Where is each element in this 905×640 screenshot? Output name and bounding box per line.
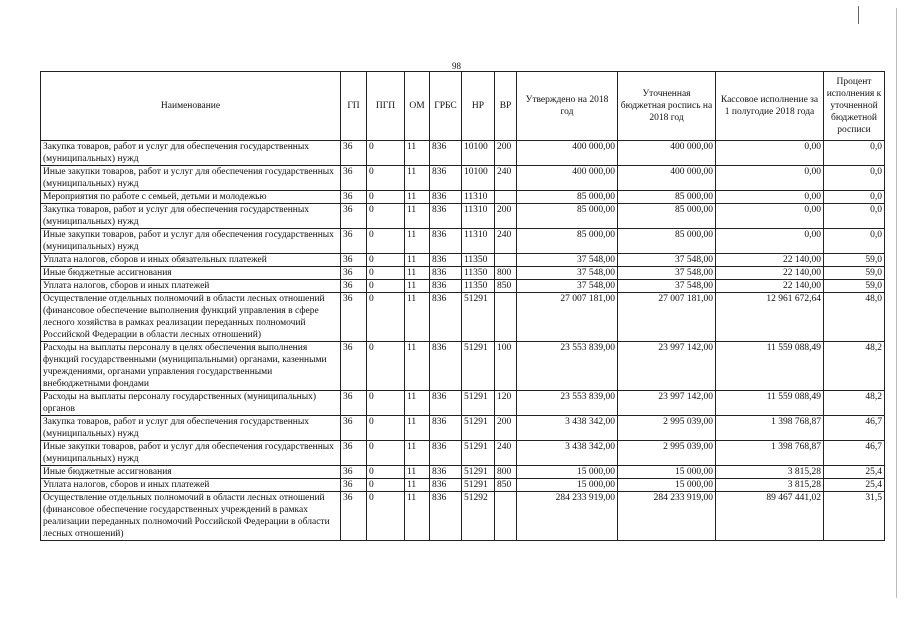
cell-pgp: 0 [367,204,405,229]
cell-percent: 0,0 [824,229,885,254]
table-row [41,204,885,229]
cell-name: Иные бюджетные ассигнования [41,466,341,479]
cell-name: Закупка товаров, работ и услуг для обеспечения государственных (муниципальных) нужд [41,416,341,441]
cell-name: Уплата налогов, сборов и иных обязательных платежей [41,254,341,267]
cell-pgp: 0 [367,342,405,391]
cell-grbs: 836 [430,466,462,479]
cell-percent: 46,7 [824,441,885,466]
cell-refined: 15 000,00 [618,466,716,479]
cell-om: 11 [405,416,430,441]
cell-pgp: 0 [367,141,405,166]
cell-cash: 22 140,00 [716,280,824,293]
cell-refined: 85 000,00 [618,229,716,254]
table-row [41,254,885,267]
column-header-pgp: ПГП [367,72,405,141]
cell-percent: 0,0 [824,204,885,229]
cell-nr: 10100 [462,166,495,191]
cell-vr: 850 [495,280,517,293]
cell-nr: 51291 [462,479,495,492]
column-header-refined: Уточненная бюджетная роспись на 2018 год [618,72,716,141]
cell-nr: 51291 [462,416,495,441]
cell-gp: 36 [341,204,367,229]
cell-refined: 37 548,00 [618,280,716,293]
cell-nr: 51291 [462,342,495,391]
cell-name: Расходы на выплаты персоналу государственных (муниципальных) органов [41,391,341,416]
cell-om: 11 [405,141,430,166]
budget-execution-table [40,71,885,541]
cell-name: Осуществление отдельных полномочий в области лесных отношений (финансовое обеспечение выполнения функций управления в сфере лесного хозяйства в рамках реализации переданных полномочий Российской Федерации в области лесных отношений) [41,293,341,342]
cell-vr [495,191,517,204]
cell-refined: 400 000,00 [618,141,716,166]
cell-name: Иные закупки товаров, работ и услуг для обеспечения государственных (муниципальных) нужд [41,166,341,191]
cell-refined: 2 995 039,00 [618,416,716,441]
cell-nr: 11310 [462,191,495,204]
cell-refined: 27 007 181,00 [618,293,716,342]
cell-grbs: 836 [430,204,462,229]
cell-refined: 2 995 039,00 [618,441,716,466]
cell-gp: 36 [341,166,367,191]
cell-vr: 200 [495,204,517,229]
table-row [41,141,885,166]
cell-approved: 23 553 839,00 [517,342,618,391]
cell-pgp: 0 [367,254,405,267]
cell-grbs: 836 [430,191,462,204]
table-row [41,267,885,280]
cell-om: 11 [405,479,430,492]
cell-om: 11 [405,204,430,229]
column-header-nr: НР [462,72,495,141]
cell-approved: 27 007 181,00 [517,293,618,342]
cell-refined: 37 548,00 [618,254,716,267]
column-header-percent: Процент исполнения к уточненной бюджетной росписи [824,72,885,141]
cell-om: 11 [405,191,430,204]
cell-nr: 51291 [462,293,495,342]
table-row [41,441,885,466]
cell-approved: 400 000,00 [517,141,618,166]
cell-percent: 48,0 [824,293,885,342]
cell-vr: 800 [495,466,517,479]
cell-vr [495,293,517,342]
cell-percent: 59,0 [824,280,885,293]
scan-edge-mark-top [858,6,859,24]
cell-grbs: 836 [430,342,462,391]
cell-percent: 25,4 [824,466,885,479]
cell-om: 11 [405,492,430,541]
cell-om: 11 [405,441,430,466]
column-header-name: Наименование [41,72,341,141]
table-row [41,416,885,441]
cell-om: 11 [405,293,430,342]
cell-cash: 0,00 [716,229,824,254]
cell-nr: 10100 [462,141,495,166]
cell-om: 11 [405,280,430,293]
cell-vr: 850 [495,479,517,492]
table-row [41,391,885,416]
cell-percent: 25,4 [824,479,885,492]
column-header-vr: ВР [495,72,517,141]
cell-approved: 3 438 342,00 [517,441,618,466]
cell-vr [495,492,517,541]
cell-approved: 85 000,00 [517,204,618,229]
cell-gp: 36 [341,441,367,466]
cell-cash: 1 398 768,87 [716,416,824,441]
cell-name: Уплата налогов, сборов и иных платежей [41,479,341,492]
cell-grbs: 836 [430,441,462,466]
table-header-row [41,72,885,141]
table-row [41,479,885,492]
cell-grbs: 836 [430,293,462,342]
cell-vr: 240 [495,441,517,466]
cell-approved: 23 553 839,00 [517,391,618,416]
cell-cash: 11 559 088,49 [716,342,824,391]
cell-cash: 22 140,00 [716,254,824,267]
column-header-gp: ГП [341,72,367,141]
table-row [41,166,885,191]
cell-gp: 36 [341,267,367,280]
cell-approved: 37 548,00 [517,280,618,293]
cell-name: Иные закупки товаров, работ и услуг для обеспечения государственных (муниципальных) нужд [41,441,341,466]
cell-grbs: 836 [430,229,462,254]
cell-cash: 1 398 768,87 [716,441,824,466]
cell-refined: 400 000,00 [618,166,716,191]
cell-gp: 36 [341,342,367,391]
cell-refined: 85 000,00 [618,191,716,204]
cell-om: 11 [405,166,430,191]
cell-grbs: 836 [430,391,462,416]
cell-gp: 36 [341,293,367,342]
cell-name: Мероприятия по работе с семьей, детьми и молодежью [41,191,341,204]
cell-nr: 51291 [462,466,495,479]
cell-cash: 89 467 441,02 [716,492,824,541]
cell-nr: 11350 [462,280,495,293]
cell-percent: 0,0 [824,191,885,204]
cell-percent: 48,2 [824,342,885,391]
cell-gp: 36 [341,254,367,267]
cell-pgp: 0 [367,479,405,492]
cell-approved: 284 233 919,00 [517,492,618,541]
cell-percent: 0,0 [824,166,885,191]
cell-cash: 0,00 [716,166,824,191]
cell-cash: 0,00 [716,141,824,166]
cell-refined: 23 997 142,00 [618,391,716,416]
cell-percent: 59,0 [824,254,885,267]
cell-nr: 11350 [462,254,495,267]
table-row [41,342,885,391]
table-row [41,280,885,293]
cell-refined: 284 233 919,00 [618,492,716,541]
cell-cash: 3 815,28 [716,479,824,492]
cell-name: Иные бюджетные ассигнования [41,267,341,280]
cell-gp: 36 [341,141,367,166]
cell-om: 11 [405,229,430,254]
cell-grbs: 836 [430,254,462,267]
cell-pgp: 0 [367,293,405,342]
page-number: 98 [452,61,461,71]
column-header-cash: Кассовое исполнение за 1 полугодие 2018 года [716,72,824,141]
cell-refined: 85 000,00 [618,204,716,229]
table-row [41,466,885,479]
cell-grbs: 836 [430,416,462,441]
cell-approved: 15 000,00 [517,479,618,492]
cell-nr: 51292 [462,492,495,541]
cell-pgp: 0 [367,492,405,541]
cell-om: 11 [405,391,430,416]
cell-gp: 36 [341,492,367,541]
cell-cash: 11 559 088,49 [716,391,824,416]
cell-approved: 37 548,00 [517,254,618,267]
cell-grbs: 836 [430,479,462,492]
cell-vr: 240 [495,166,517,191]
cell-approved: 3 438 342,00 [517,416,618,441]
cell-gp: 36 [341,466,367,479]
cell-gp: 36 [341,280,367,293]
cell-percent: 59,0 [824,267,885,280]
cell-vr: 200 [495,141,517,166]
cell-grbs: 836 [430,492,462,541]
cell-vr: 120 [495,391,517,416]
cell-cash: 0,00 [716,191,824,204]
cell-pgp: 0 [367,229,405,254]
cell-vr [495,254,517,267]
table-row [41,293,885,342]
cell-gp: 36 [341,479,367,492]
cell-pgp: 0 [367,391,405,416]
cell-nr: 11350 [462,267,495,280]
table-row [41,492,885,541]
cell-vr: 100 [495,342,517,391]
cell-grbs: 836 [430,166,462,191]
cell-name: Расходы на выплаты персоналу в целях обеспечения выполнения функций государственными (муниципальными) органами, казенными учреждениями, органами управления государственными внебюджетными фондами [41,342,341,391]
cell-cash: 3 815,28 [716,466,824,479]
cell-percent: 46,7 [824,416,885,441]
cell-cash: 22 140,00 [716,267,824,280]
cell-pgp: 0 [367,267,405,280]
cell-grbs: 836 [430,280,462,293]
cell-refined: 23 997 142,00 [618,342,716,391]
table-row [41,191,885,204]
cell-om: 11 [405,254,430,267]
cell-gp: 36 [341,229,367,254]
cell-percent: 0,0 [824,141,885,166]
table-row [41,229,885,254]
cell-percent: 48,2 [824,391,885,416]
cell-pgp: 0 [367,416,405,441]
cell-gp: 36 [341,191,367,204]
cell-approved: 400 000,00 [517,166,618,191]
cell-vr: 200 [495,416,517,441]
cell-grbs: 836 [430,141,462,166]
cell-pgp: 0 [367,280,405,293]
cell-approved: 15 000,00 [517,466,618,479]
cell-nr: 51291 [462,441,495,466]
cell-pgp: 0 [367,191,405,204]
cell-gp: 36 [341,416,367,441]
cell-refined: 37 548,00 [618,267,716,280]
column-header-grbs: ГРБС [430,72,462,141]
cell-gp: 36 [341,391,367,416]
cell-grbs: 836 [430,267,462,280]
cell-cash: 0,00 [716,204,824,229]
cell-om: 11 [405,342,430,391]
column-header-om: ОМ [405,72,430,141]
cell-nr: 11310 [462,204,495,229]
cell-vr: 240 [495,229,517,254]
cell-vr: 800 [495,267,517,280]
cell-approved: 37 548,00 [517,267,618,280]
cell-refined: 15 000,00 [618,479,716,492]
cell-name: Иные закупки товаров, работ и услуг для обеспечения государственных (муниципальных) нужд [41,229,341,254]
cell-pgp: 0 [367,441,405,466]
cell-nr: 51291 [462,391,495,416]
cell-pgp: 0 [367,166,405,191]
cell-name: Уплата налогов, сборов и иных платежей [41,280,341,293]
cell-name: Закупка товаров, работ и услуг для обеспечения государственных (муниципальных) нужд [41,141,341,166]
column-header-approved: Утверждено на 2018 год [517,72,618,141]
cell-nr: 11310 [462,229,495,254]
cell-percent: 31,5 [824,492,885,541]
cell-approved: 85 000,00 [517,229,618,254]
cell-approved: 85 000,00 [517,191,618,204]
cell-om: 11 [405,267,430,280]
cell-name: Осуществление отдельных полномочий в области лесных отношений (финансовое обеспечение государственных учреждений в рамках реализации переданных полномочий Российской Федерации в области лесных отношений) [41,492,341,541]
scan-edge-mark-right [896,8,897,598]
cell-om: 11 [405,466,430,479]
cell-cash: 12 961 672,64 [716,293,824,342]
cell-pgp: 0 [367,466,405,479]
cell-name: Закупка товаров, работ и услуг для обеспечения государственных (муниципальных) нужд [41,204,341,229]
